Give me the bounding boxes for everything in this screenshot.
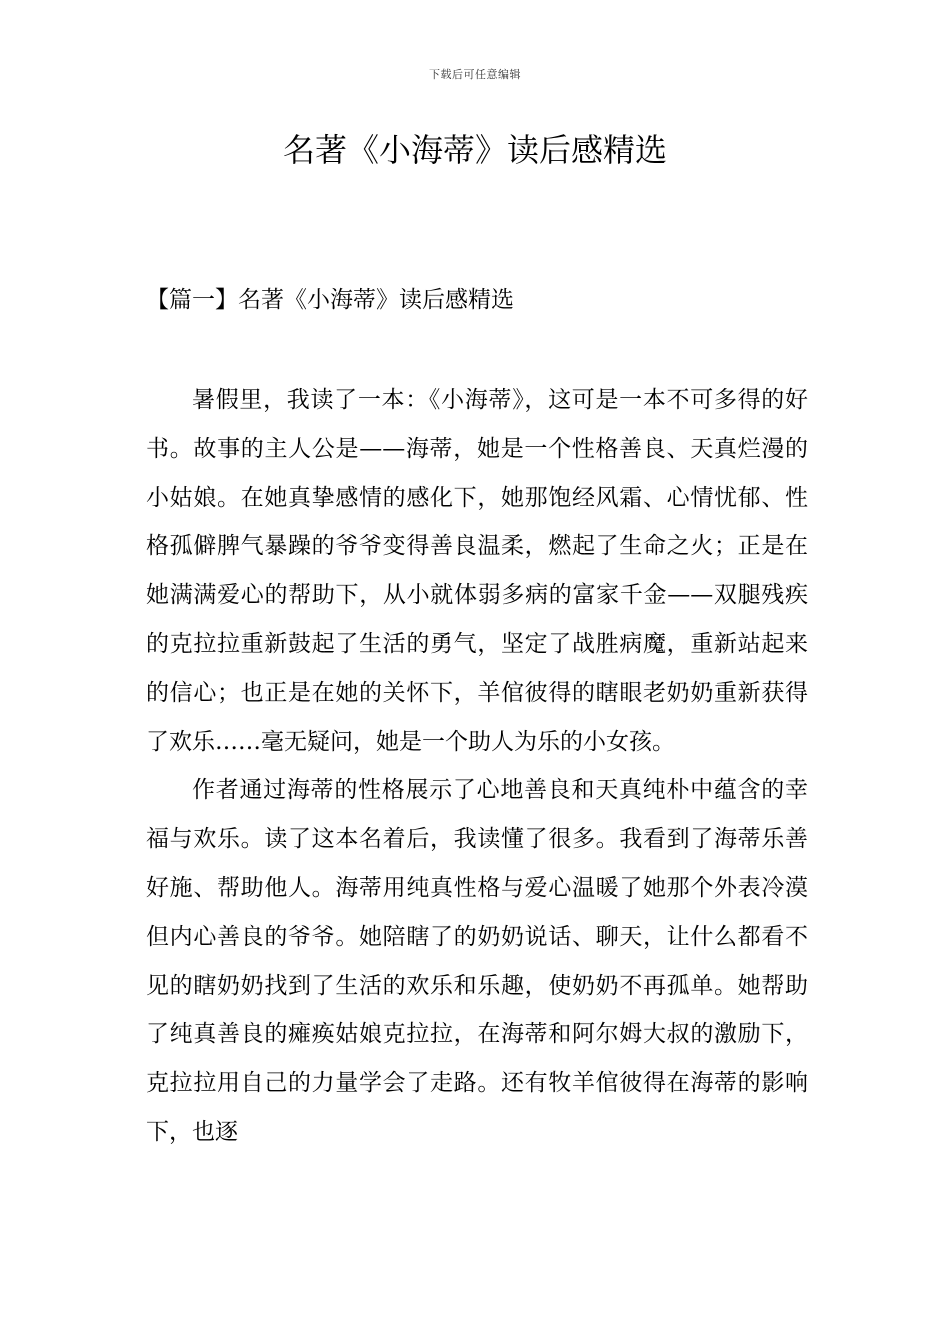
document-title: 名著《小海蒂》读后感精选 [282, 131, 667, 169]
paragraph: 暑假里，我读了一本：《小海蒂》，这可是一本不可多得的好书。故事的主人公是——海蒂，她是一个性格善良、天真烂漫的小姑娘。在她真挚感情的感化下，她那饱经风霜、心情忧郁、性格孤僻脾气暴躁的爷爷变得善良温柔，燃起了生命之火；正是在她满满爱心的帮助下，从小就体弱多病的富家千金——双腿残疾的克拉拉重新鼓起了生活的勇气，坚定了战胜病魔，重新站起来的信心；也正是在她的关怀下，羊倌彼得的瞎眼老奶奶重新获得了欢乐……毫无疑问，她是一个助人为乐的小女孩。 [146, 387, 808, 755]
section-heading: 【篇一】名著《小海蒂》读后感精选 [146, 287, 514, 313]
body-text [146, 376, 808, 1157]
header-note: 下载后可任意编辑 [429, 68, 521, 81]
paragraph: 作者通过海蒂的性格展示了心地善良和天真纯朴中蕴含的幸福与欢乐。读了这本名着后，我读懂了很多。我看到了海蒂乐善好施、帮助他人。海蒂用纯真性格与爱心温暖了她那个外表冷漠但内心善良的爷爷。她陪瞎了的奶奶说话、聊天，让什么都看不见的瞎奶奶找到了生活的欢乐和乐趣，使奶奶不再孤单。她帮助了纯真善良的瘫痪姑娘克拉拉，在海蒂和阿尔姆大叔的激励下，克拉拉用自己的力量学会了走路。还有牧羊倌彼得在海蒂的影响下，也逐 [146, 777, 808, 1145]
